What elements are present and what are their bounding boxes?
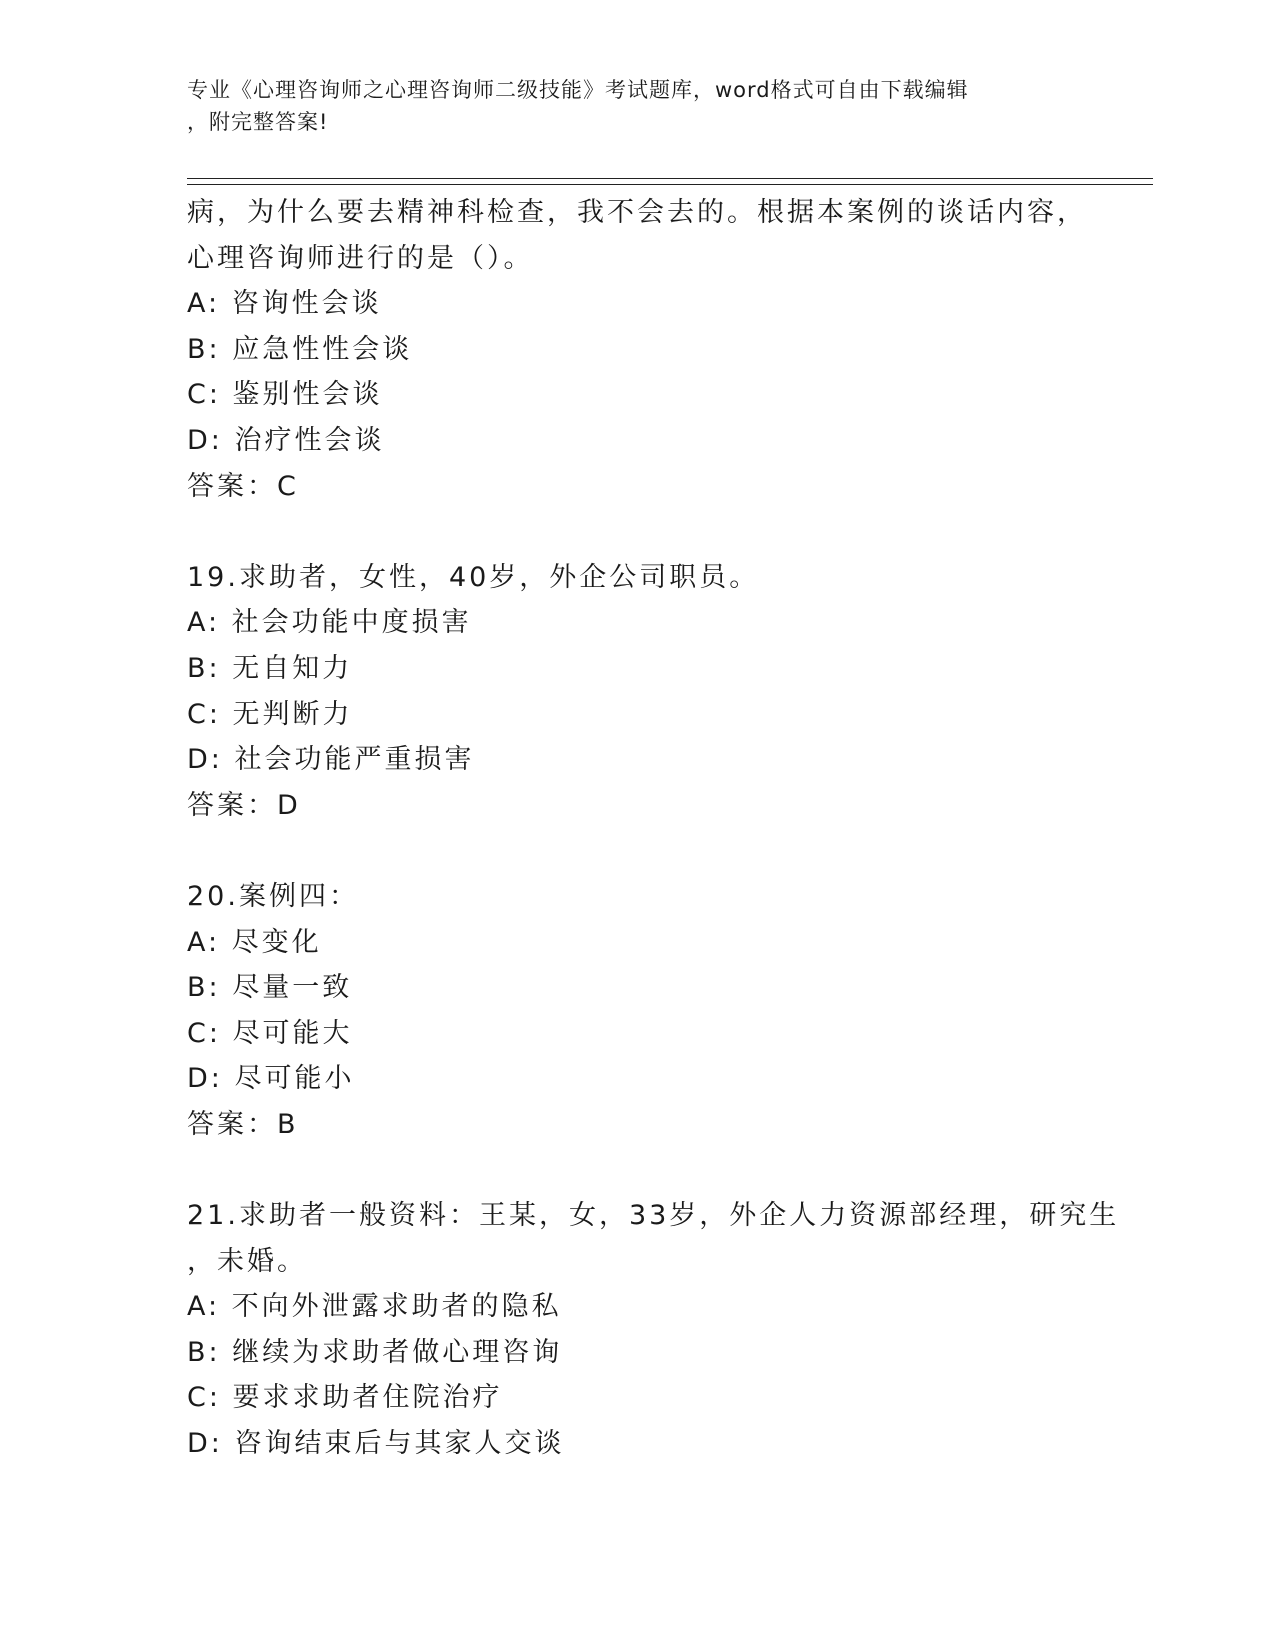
- header-divider-top: [187, 178, 1153, 179]
- question-text: 20.案例四：: [187, 880, 359, 912]
- option-c: C: 鉴别性会谈: [187, 379, 383, 411]
- option-d: D: 尽可能小: [187, 1063, 355, 1095]
- question-spacer: [187, 1147, 1147, 1193]
- question-text: 心理咨询师进行的是（）。: [187, 242, 534, 274]
- option-d: D: 社会功能严重损害: [187, 744, 475, 776]
- answer-line: 答案：C: [187, 470, 299, 502]
- option-a: A: 不向外泄露求助者的隐私: [187, 1291, 562, 1323]
- option-c: C: 要求求助者住院治疗: [187, 1382, 503, 1414]
- question-19: [187, 555, 1147, 829]
- question-18: [187, 190, 1147, 509]
- answer-line: 答案：B: [187, 1108, 299, 1140]
- question-text: 病，为什么要去精神科检查，我不会去的。根据本案例的谈话内容，: [187, 197, 1087, 228]
- option-b: B: 尽量一致: [187, 972, 353, 1004]
- header-line-2: ，附完整答案!: [187, 110, 329, 134]
- question-spacer: [187, 509, 1147, 555]
- header-divider-bottom: [187, 184, 1153, 185]
- option-b: B: 无自知力: [187, 652, 353, 684]
- option-a: A: 尽变化: [187, 926, 322, 958]
- option-a: A: 社会功能中度损害: [187, 607, 472, 639]
- question-text: 21.求助者一般资料：王某，女，33岁，外企人力资源部经理，研究生: [187, 1200, 1120, 1232]
- option-c: C: 无判断力: [187, 698, 353, 730]
- question-21: [187, 1193, 1147, 1467]
- question-list: [187, 190, 1147, 1467]
- question-text: 19.求助者，女性，40岁，外企公司职员。: [187, 561, 760, 593]
- option-b: B: 继续为求助者做心理咨询: [187, 1336, 563, 1368]
- option-c: C: 尽可能大: [187, 1017, 353, 1049]
- question-spacer: [187, 828, 1147, 874]
- question-text: ，未婚。: [187, 1245, 307, 1277]
- option-b: B: 应急性性会谈: [187, 333, 413, 365]
- document-header: [187, 74, 1067, 138]
- option-d: D: 治疗性会谈: [187, 424, 385, 456]
- answer-line: 答案：D: [187, 789, 301, 821]
- header-line-1: 专业《心理咨询师之心理咨询师二级技能》考试题库，word格式可自由下载编辑: [187, 78, 969, 102]
- question-20: [187, 874, 1147, 1148]
- option-d: D: 咨询结束后与其家人交谈: [187, 1428, 565, 1460]
- option-a: A: 咨询性会谈: [187, 288, 382, 320]
